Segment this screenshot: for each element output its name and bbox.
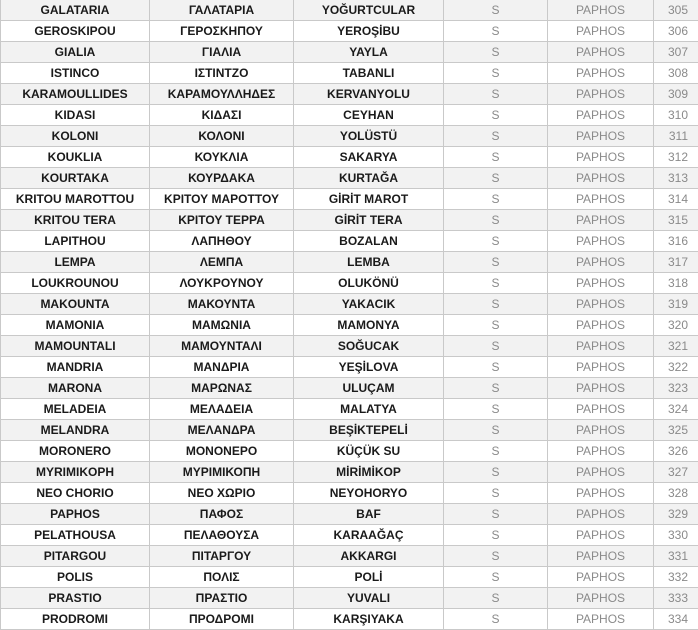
table-row xyxy=(1,210,698,231)
english-name-cell: GEROSKIPOU xyxy=(1,21,150,42)
code-cell: 317 xyxy=(654,252,698,273)
district-cell: PAPHOS xyxy=(548,462,654,483)
code-cell: 310 xyxy=(654,105,698,126)
greek-name-cell: ΝΕΟ ΧΩΡΙΟ xyxy=(150,483,294,504)
table-row xyxy=(1,21,698,42)
type-cell: S xyxy=(444,336,548,357)
code-cell: 329 xyxy=(654,504,698,525)
greek-name-cell: ΚΟΛΟΝΙ xyxy=(150,126,294,147)
greek-name-cell: ΜΑΜΩΝΙΑ xyxy=(150,315,294,336)
type-cell: S xyxy=(444,420,548,441)
greek-name-cell: ΙΣΤΙΝΤΖΟ xyxy=(150,63,294,84)
district-cell: PAPHOS xyxy=(548,105,654,126)
code-cell: 326 xyxy=(654,441,698,462)
table-row xyxy=(1,168,698,189)
english-name-cell: MANDRIA xyxy=(1,357,150,378)
english-name-cell: PAPHOS xyxy=(1,504,150,525)
turkish-name-cell: KÜÇÜK SU xyxy=(294,441,444,462)
district-cell: PAPHOS xyxy=(548,378,654,399)
greek-name-cell: ΓΑΛΑΤΑΡΙΑ xyxy=(150,0,294,21)
places-table-body xyxy=(1,0,698,630)
table-row xyxy=(1,609,698,630)
district-cell: PAPHOS xyxy=(548,63,654,84)
district-cell: PAPHOS xyxy=(548,483,654,504)
district-cell: PAPHOS xyxy=(548,420,654,441)
greek-name-cell: ΜΟΝΟΝΕΡΟ xyxy=(150,441,294,462)
type-cell: S xyxy=(444,189,548,210)
district-cell: PAPHOS xyxy=(548,84,654,105)
district-cell: PAPHOS xyxy=(548,525,654,546)
type-cell: S xyxy=(444,483,548,504)
table-row xyxy=(1,504,698,525)
english-name-cell: KARAMOULLIDES xyxy=(1,84,150,105)
type-cell: S xyxy=(444,168,548,189)
english-name-cell: PRODROMI xyxy=(1,609,150,630)
greek-name-cell: ΜΕΛΑΔΕΙΑ xyxy=(150,399,294,420)
turkish-name-cell: TABANLI xyxy=(294,63,444,84)
greek-name-cell: ΚΟΥΚΛΙΑ xyxy=(150,147,294,168)
english-name-cell: KOURTAKA xyxy=(1,168,150,189)
type-cell: S xyxy=(444,147,548,168)
english-name-cell: LEMPA xyxy=(1,252,150,273)
table-row xyxy=(1,42,698,63)
type-cell: S xyxy=(444,441,548,462)
type-cell: S xyxy=(444,567,548,588)
greek-name-cell: ΜΥΡΙΜΙΚΟΠΗ xyxy=(150,462,294,483)
code-cell: 321 xyxy=(654,336,698,357)
turkish-name-cell: ULUÇAM xyxy=(294,378,444,399)
turkish-name-cell: MİRİMİKOP xyxy=(294,462,444,483)
type-cell: S xyxy=(444,294,548,315)
english-name-cell: PITARGOU xyxy=(1,546,150,567)
code-cell: 315 xyxy=(654,210,698,231)
english-name-cell: KIDASI xyxy=(1,105,150,126)
greek-name-cell: ΚΙΔΑΣΙ xyxy=(150,105,294,126)
code-cell: 306 xyxy=(654,21,698,42)
turkish-name-cell: POLİ xyxy=(294,567,444,588)
greek-name-cell: ΜΕΛΑΝΔΡΑ xyxy=(150,420,294,441)
type-cell: S xyxy=(444,231,548,252)
greek-name-cell: ΚΡΙΤΟΥ ΜΑΡΟΤΤΟΥ xyxy=(150,189,294,210)
table-row xyxy=(1,336,698,357)
turkish-name-cell: GİRİT MAROT xyxy=(294,189,444,210)
greek-name-cell: ΠΡΑΣΤΙΟ xyxy=(150,588,294,609)
type-cell: S xyxy=(444,378,548,399)
district-cell: PAPHOS xyxy=(548,567,654,588)
table-row xyxy=(1,0,698,21)
turkish-name-cell: YEŞİLOVA xyxy=(294,357,444,378)
table-row xyxy=(1,252,698,273)
code-cell: 311 xyxy=(654,126,698,147)
code-cell: 305 xyxy=(654,0,698,21)
type-cell: S xyxy=(444,105,548,126)
district-cell: PAPHOS xyxy=(548,399,654,420)
table-row xyxy=(1,357,698,378)
greek-name-cell: ΚΑΡΑΜΟΥΛΛΗΔΕΣ xyxy=(150,84,294,105)
turkish-name-cell: KARAAĞAÇ xyxy=(294,525,444,546)
district-cell: PAPHOS xyxy=(548,231,654,252)
greek-name-cell: ΜΑΜΟΥΝΤΑΛΙ xyxy=(150,336,294,357)
greek-name-cell: ΠΕΛΑΘΟΥΣΑ xyxy=(150,525,294,546)
type-cell: S xyxy=(444,315,548,336)
turkish-name-cell: YEROŞİBU xyxy=(294,21,444,42)
turkish-name-cell: YOĞURTCULAR xyxy=(294,0,444,21)
turkish-name-cell: KERVANYOLU xyxy=(294,84,444,105)
type-cell: S xyxy=(444,399,548,420)
greek-name-cell: ΜΑΚΟΥΝΤΑ xyxy=(150,294,294,315)
greek-name-cell: ΠΟΛΙΣ xyxy=(150,567,294,588)
greek-name-cell: ΜΑΡΩΝΑΣ xyxy=(150,378,294,399)
district-cell: PAPHOS xyxy=(548,0,654,21)
turkish-name-cell: LEMBA xyxy=(294,252,444,273)
table-row xyxy=(1,546,698,567)
code-cell: 314 xyxy=(654,189,698,210)
table-row xyxy=(1,147,698,168)
table-row xyxy=(1,525,698,546)
turkish-name-cell: GİRİT TERA xyxy=(294,210,444,231)
district-cell: PAPHOS xyxy=(548,357,654,378)
turkish-name-cell: BEŞİKTEPELİ xyxy=(294,420,444,441)
english-name-cell: MELANDRA xyxy=(1,420,150,441)
turkish-name-cell: YUVALI xyxy=(294,588,444,609)
greek-name-cell: ΜΑΝΔΡΙΑ xyxy=(150,357,294,378)
english-name-cell: PRASTIO xyxy=(1,588,150,609)
type-cell: S xyxy=(444,0,548,21)
table-row xyxy=(1,315,698,336)
table-row xyxy=(1,378,698,399)
type-cell: S xyxy=(444,42,548,63)
code-cell: 331 xyxy=(654,546,698,567)
turkish-name-cell: BOZALAN xyxy=(294,231,444,252)
code-cell: 327 xyxy=(654,462,698,483)
english-name-cell: KOLONI xyxy=(1,126,150,147)
district-cell: PAPHOS xyxy=(548,588,654,609)
district-cell: PAPHOS xyxy=(548,252,654,273)
type-cell: S xyxy=(444,546,548,567)
english-name-cell: LAPITHOU xyxy=(1,231,150,252)
code-cell: 313 xyxy=(654,168,698,189)
turkish-name-cell: KURTAĞA xyxy=(294,168,444,189)
district-cell: PAPHOS xyxy=(548,609,654,630)
code-cell: 334 xyxy=(654,609,698,630)
table-row xyxy=(1,399,698,420)
english-name-cell: ISTINCO xyxy=(1,63,150,84)
turkish-name-cell: MAMONYA xyxy=(294,315,444,336)
table-row xyxy=(1,420,698,441)
greek-name-cell: ΛΟΥΚΡΟΥΝΟΥ xyxy=(150,273,294,294)
type-cell: S xyxy=(444,525,548,546)
code-cell: 330 xyxy=(654,525,698,546)
district-cell: PAPHOS xyxy=(548,336,654,357)
district-cell: PAPHOS xyxy=(548,189,654,210)
turkish-name-cell: YAKACIK xyxy=(294,294,444,315)
table-row xyxy=(1,294,698,315)
table-row xyxy=(1,84,698,105)
type-cell: S xyxy=(444,504,548,525)
turkish-name-cell: SAKARYA xyxy=(294,147,444,168)
code-cell: 325 xyxy=(654,420,698,441)
table-row xyxy=(1,105,698,126)
greek-name-cell: ΛΑΠΗΘΟΥ xyxy=(150,231,294,252)
table-row xyxy=(1,588,698,609)
english-name-cell: GIALIA xyxy=(1,42,150,63)
type-cell: S xyxy=(444,588,548,609)
code-cell: 333 xyxy=(654,588,698,609)
district-cell: PAPHOS xyxy=(548,42,654,63)
turkish-name-cell: YAYLA xyxy=(294,42,444,63)
greek-name-cell: ΠΙΤΑΡΓΟΥ xyxy=(150,546,294,567)
turkish-name-cell: CEYHAN xyxy=(294,105,444,126)
type-cell: S xyxy=(444,21,548,42)
turkish-name-cell: SOĞUCAK xyxy=(294,336,444,357)
code-cell: 323 xyxy=(654,378,698,399)
code-cell: 309 xyxy=(654,84,698,105)
turkish-name-cell: NEYOHORYO xyxy=(294,483,444,504)
turkish-name-cell: MALATYA xyxy=(294,399,444,420)
turkish-name-cell: OLUKÖNÜ xyxy=(294,273,444,294)
greek-name-cell: ΚΡΙΤΟΥ ΤΕΡΡΑ xyxy=(150,210,294,231)
turkish-name-cell: YOLÜSTÜ xyxy=(294,126,444,147)
english-name-cell: POLIS xyxy=(1,567,150,588)
type-cell: S xyxy=(444,63,548,84)
type-cell: S xyxy=(444,357,548,378)
type-cell: S xyxy=(444,609,548,630)
table-row xyxy=(1,483,698,504)
district-cell: PAPHOS xyxy=(548,315,654,336)
english-name-cell: MAMOUNTALI xyxy=(1,336,150,357)
district-cell: PAPHOS xyxy=(548,126,654,147)
type-cell: S xyxy=(444,126,548,147)
code-cell: 319 xyxy=(654,294,698,315)
table-row xyxy=(1,231,698,252)
district-cell: PAPHOS xyxy=(548,441,654,462)
code-cell: 328 xyxy=(654,483,698,504)
greek-name-cell: ΛΕΜΠΑ xyxy=(150,252,294,273)
district-cell: PAPHOS xyxy=(548,210,654,231)
english-name-cell: MELADEIA xyxy=(1,399,150,420)
table-row xyxy=(1,441,698,462)
type-cell: S xyxy=(444,252,548,273)
type-cell: S xyxy=(444,210,548,231)
english-name-cell: MARONA xyxy=(1,378,150,399)
code-cell: 320 xyxy=(654,315,698,336)
table-row xyxy=(1,63,698,84)
greek-name-cell: ΓΙΑΛΙΑ xyxy=(150,42,294,63)
greek-name-cell: ΠΡΟΔΡΟΜΙ xyxy=(150,609,294,630)
turkish-name-cell: AKKARGI xyxy=(294,546,444,567)
type-cell: S xyxy=(444,84,548,105)
table-row xyxy=(1,567,698,588)
english-name-cell: KRITOU TERA xyxy=(1,210,150,231)
english-name-cell: MYRIMIKOPH xyxy=(1,462,150,483)
english-name-cell: PELATHOUSA xyxy=(1,525,150,546)
greek-name-cell: ΓΕΡΟΣΚΗΠΟΥ xyxy=(150,21,294,42)
district-cell: PAPHOS xyxy=(548,273,654,294)
english-name-cell: NEO CHORIO xyxy=(1,483,150,504)
code-cell: 312 xyxy=(654,147,698,168)
district-cell: PAPHOS xyxy=(548,294,654,315)
code-cell: 307 xyxy=(654,42,698,63)
english-name-cell: MAKOUNTA xyxy=(1,294,150,315)
district-cell: PAPHOS xyxy=(548,168,654,189)
turkish-name-cell: KARŞIYAKA xyxy=(294,609,444,630)
table-row xyxy=(1,273,698,294)
greek-name-cell: ΚΟΥΡΔΑΚΑ xyxy=(150,168,294,189)
code-cell: 316 xyxy=(654,231,698,252)
district-cell: PAPHOS xyxy=(548,147,654,168)
table-row xyxy=(1,126,698,147)
district-cell: PAPHOS xyxy=(548,546,654,567)
code-cell: 308 xyxy=(654,63,698,84)
english-name-cell: MORONERO xyxy=(1,441,150,462)
turkish-name-cell: BAF xyxy=(294,504,444,525)
type-cell: S xyxy=(444,273,548,294)
english-name-cell: KOUKLIA xyxy=(1,147,150,168)
english-name-cell: LOUKROUNOU xyxy=(1,273,150,294)
english-name-cell: KRITOU MAROTTOU xyxy=(1,189,150,210)
english-name-cell: MAMONIA xyxy=(1,315,150,336)
code-cell: 332 xyxy=(654,567,698,588)
table-row xyxy=(1,189,698,210)
code-cell: 322 xyxy=(654,357,698,378)
district-cell: PAPHOS xyxy=(548,504,654,525)
english-name-cell: GALATARIA xyxy=(1,0,150,21)
district-cell: PAPHOS xyxy=(548,21,654,42)
table-row xyxy=(1,462,698,483)
type-cell: S xyxy=(444,462,548,483)
code-cell: 318 xyxy=(654,273,698,294)
code-cell: 324 xyxy=(654,399,698,420)
greek-name-cell: ΠΑΦΟΣ xyxy=(150,504,294,525)
